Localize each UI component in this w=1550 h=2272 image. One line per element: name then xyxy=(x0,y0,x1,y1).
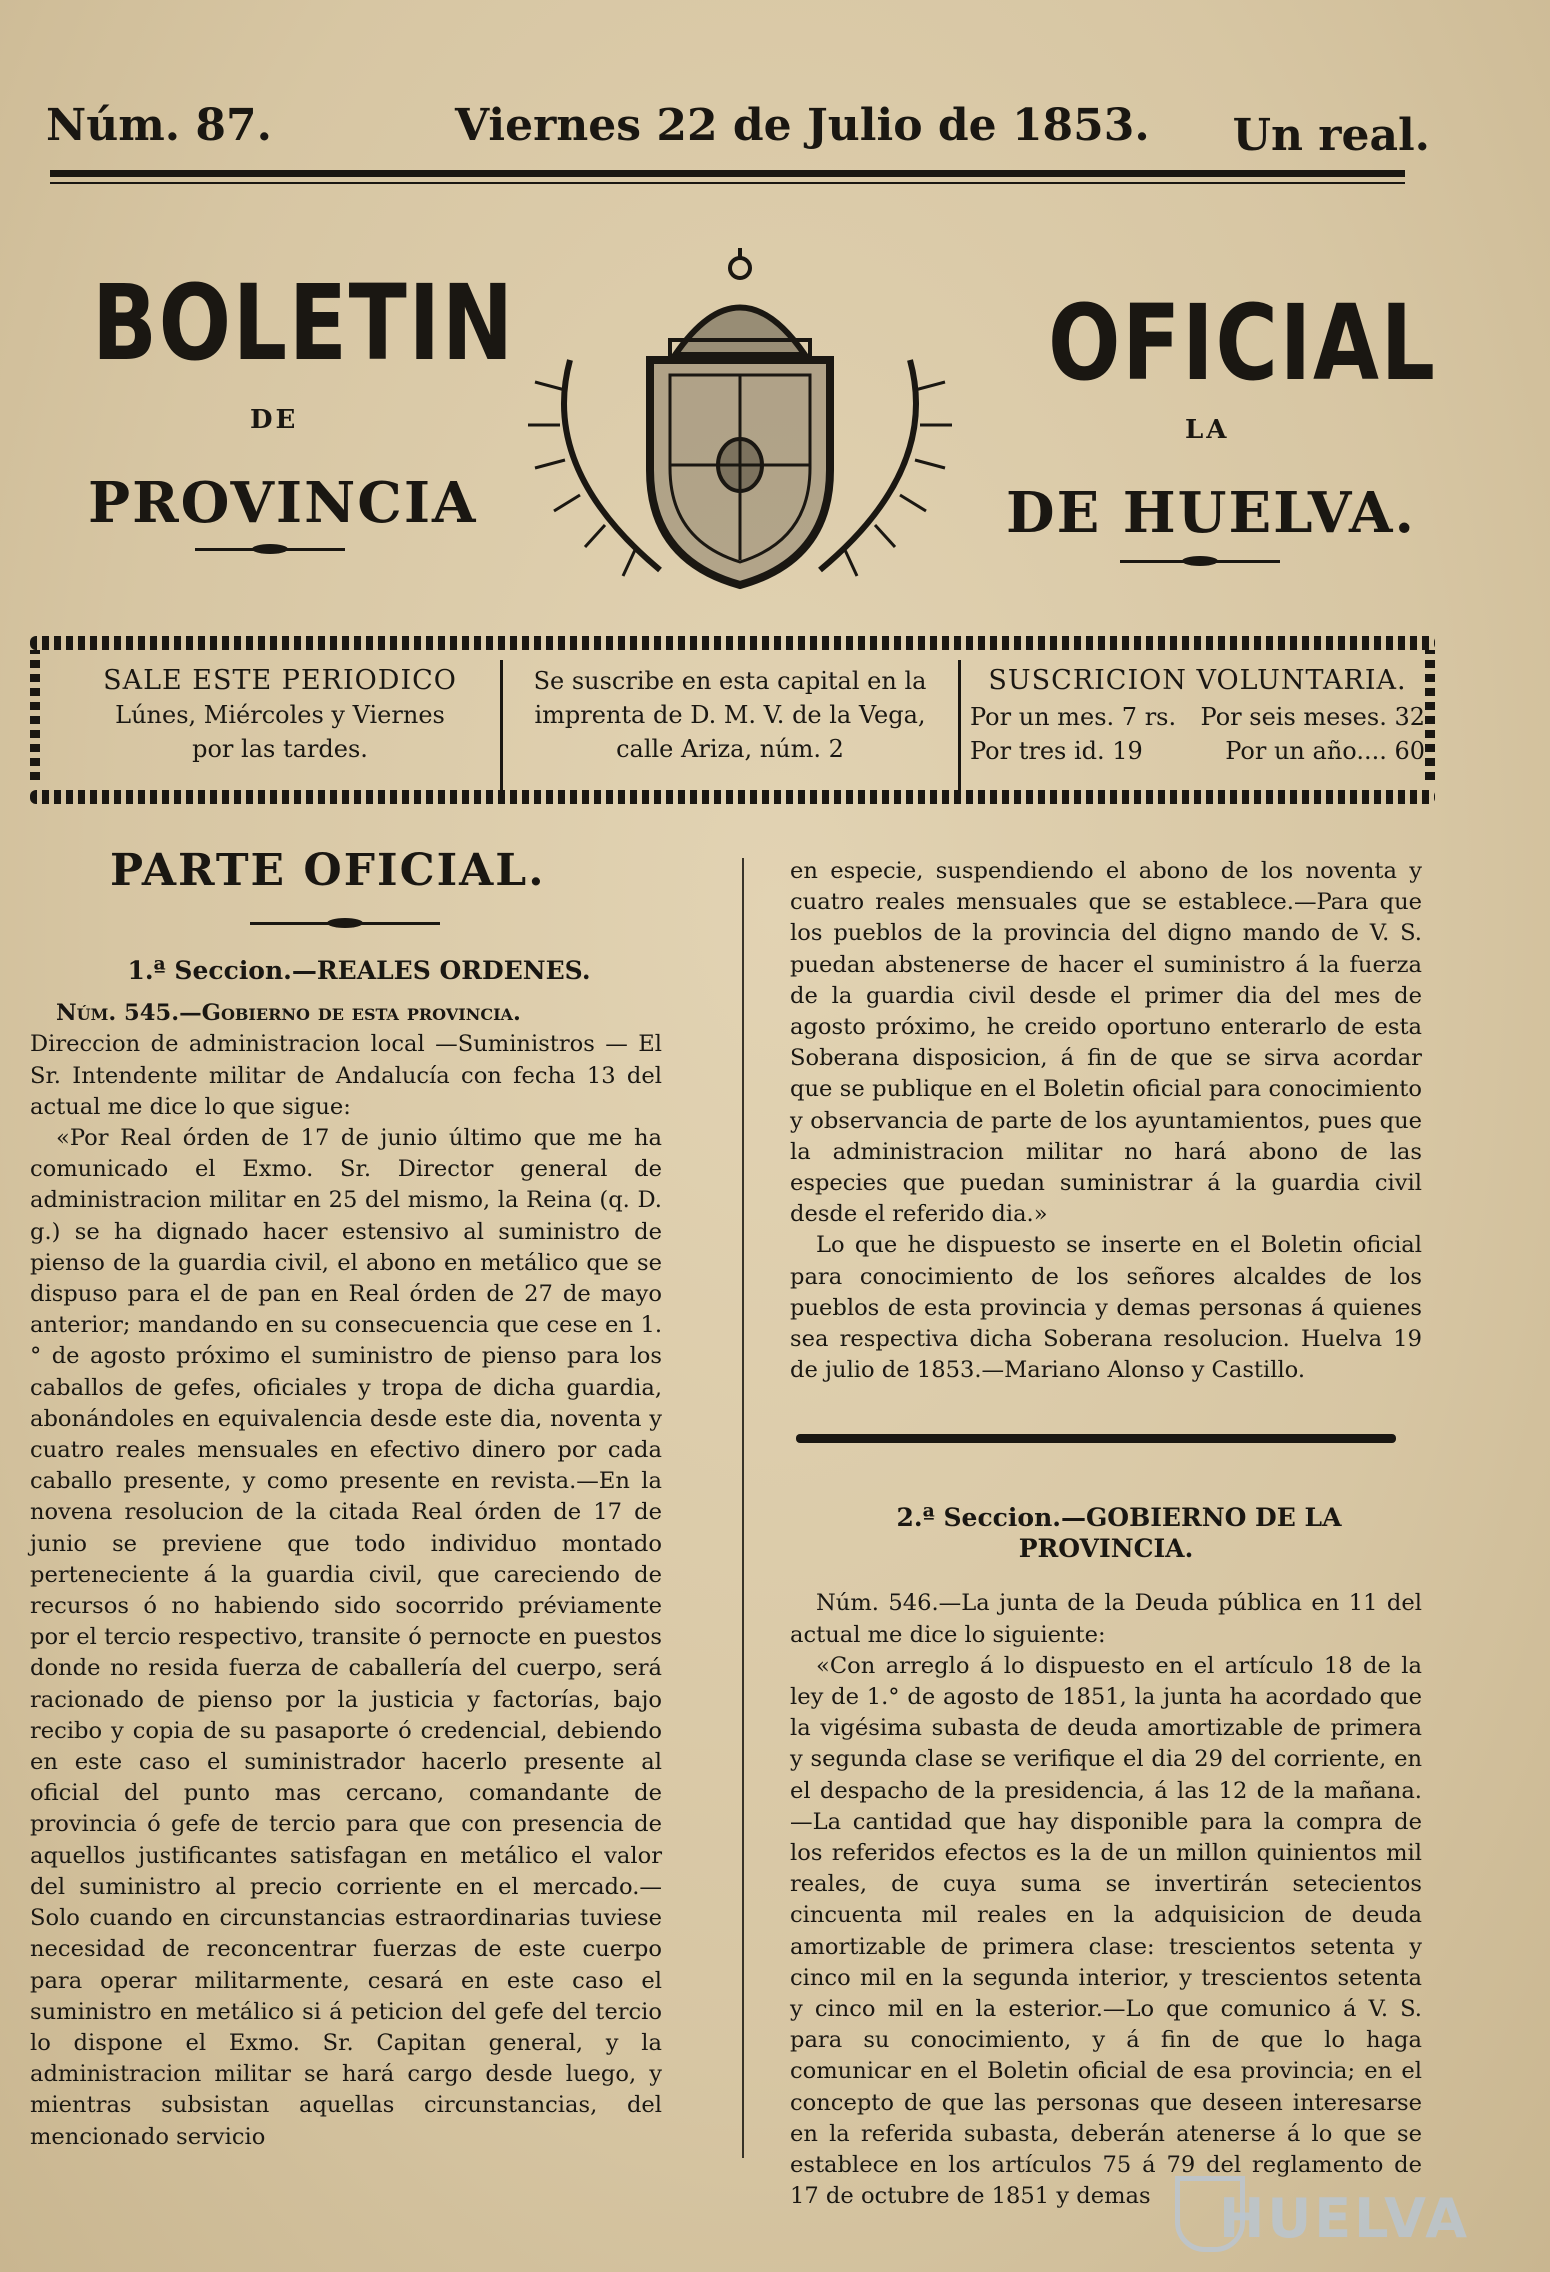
infobox-divider-2 xyxy=(958,660,961,790)
masthead-de-huelva: DE HUELVA. xyxy=(1006,480,1416,546)
masthead-flourish-right xyxy=(1120,560,1280,563)
infobox-border-left xyxy=(30,650,40,780)
infobox-border-top xyxy=(30,636,1435,650)
subscription-line-1: Se suscribe en esta capital en la xyxy=(533,667,927,695)
masthead-de: DE xyxy=(250,405,299,435)
infobox-divider-1 xyxy=(500,660,503,790)
section-gobierno-provincia: 2.ª Seccion.—GOBIERNO DE LA PROVINCIA. xyxy=(896,1503,1342,1564)
publication-schedule xyxy=(70,664,490,786)
issue-header xyxy=(40,92,1440,162)
masthead-boletin: BOLETIN xyxy=(92,262,515,384)
section-heading-parte-oficial: PARTE OFICIAL. xyxy=(110,845,546,896)
schedule-days: Lúnes, Miércoles y Viernes xyxy=(115,701,445,729)
subscription-place xyxy=(515,664,945,786)
library-watermark: HUELVA xyxy=(1219,2187,1470,2250)
article-545-title: Núm. 545.—Gobierno de esta provincia. xyxy=(56,1000,521,1027)
subscription-line-3: calle Ariza, núm. 2 xyxy=(616,735,844,763)
article-545-lead xyxy=(30,998,662,1029)
infobox-border-right xyxy=(1425,650,1435,780)
schedule-title: SALE ESTE PERIODICO xyxy=(103,665,457,696)
left-column xyxy=(30,955,662,2153)
header-rule-thin xyxy=(50,182,1405,184)
fee-three-months: Por tres id. 19 xyxy=(970,737,1143,765)
infobox-border-bottom xyxy=(30,790,1435,804)
fee-one-year: Por un año.... 60 xyxy=(1225,737,1425,765)
fee-six-months: Por seis meses. 32 xyxy=(1200,703,1425,731)
column-divider xyxy=(742,858,744,2158)
section-separator xyxy=(796,1434,1396,1443)
issue-price: Un real. xyxy=(1232,110,1430,161)
fee-one-month: Por un mes. 7 rs. xyxy=(970,703,1177,731)
right-column-section-2 xyxy=(790,1502,1422,2212)
article-546-intro: Núm. 546.—La junta de la Deuda pública en 11 del actual me dice lo siguiente: xyxy=(790,1590,1422,1648)
article-545-intro: Direccion de administracion local —Suministros — El Sr. Intendente militar de Andalucía con fecha 13 del actual me dice lo que sigue: xyxy=(30,1031,662,1120)
subscription-fees xyxy=(970,700,1425,768)
heading-flourish xyxy=(250,922,440,925)
article-545-body: «Por Real órden de 17 de junio último que me ha comunicado el Exmo. Sr. Director general de administracion militar en 25 del mismo, la Reina (q. D. g.) se ha dignado hacer estensivo al suministro de pienso de la guardia civil, el abono en metálico que se dispuso para el de pan en Real órden de 27 de mayo anterior; mandando en su consecuencia que cese en 1.° de agosto próximo el suministro de pienso para los caballos de gefes, oficiales y tropa de dicha guardia, abonándoles en equivalencia desde este dia, noventa y cuatro reales mensuales en efectivo dinero por cada caballo presente, y como presente en revista.—En la novena resolucion de la citada Real órden de 17 de junio se previene que todo individuo montado perteneciente á la guardia civil, que careciendo de recursos ó no habiendo sido socorrido préviamente por el tercio respectivo, transite ó pernocte en puestos donde no resida fuerza de caballería del cuerpo, será racionado de pienso por la justicia y factorías, bajo recibo y copia de su pasaporte ó credencial, debiendo en este caso el suministrador hacerlo presente al oficial del punto mas cercano, comandante de provincia ó gefe de tercio para que con presencia de aquellos justificantes satisfagan en metálico el valor del suministro al precio corriente en el mercado.—Solo cuando en circunstancias estraordinarias tuviese necesidad de reconcentrar fuerzas de este cuerpo para operar militarmente, cesará en este caso el suministro en metálico si á peticion del gefe del tercio lo dispone el Exmo. Sr. Capitan general, y la administracion militar se hará cargo desde luego, y mientras subsistan aquellas circunstancias, del mencionado servicio xyxy=(30,1125,662,2150)
schedule-time: por las tardes. xyxy=(192,735,368,763)
article-545-continuation: en especie, suspendiendo el abono de los noventa y cuatro reales mensuales que se establece.—Para que los pueblos de la provincia del digno mando de V. S. puedan abstenerse de hacer el suministro á la fuerza de la guardia civil desde el primer dia del mes de agosto próximo, he creido oportuno enterarlo de esta Soberana disposicion, á fin de que se sirva acordar que se publique en el Boletin oficial para conocimiento y observancia de parte de los ayuntamientos, pues que la administracion militar no hará abono de las especies que puedan suministrar á la guardia civil desde el referido dia.» xyxy=(790,858,1422,1228)
royal-coat-of-arms-icon xyxy=(510,240,970,610)
article-546-body: «Con arreglo á lo dispuesto en el artículo 18 de la ley de 1.° de agosto de 1851, la junta ha acordado que la vigésima subasta de deuda amortizable de primera y segunda clase se verifique el dia 29 del corriente, en el despacho de la presidencia, á las 12 de la mañana.—La cantidad que hay disponible para la compra de los referidos efectos es la de un millon quinientos mil reales, de cuya suma se invertirán setecientos cincuenta mil reales en la adquisicion de deuda amortizable de primera clase: trescientos setenta y cinco mil en la segunda interior, y trescientos setenta y cinco mil en la esterior.—Lo que comunico á V. S. para su conocimiento, y á fin de que lo haga comunicar en el Boletin oficial de esa provincia; en el concepto de que las personas que deseen interesarse en la referida subasta, deberán atenerse á lo que se establece en los artículos 75 á 79 del reglamento de 17 de octubre de 1851 y demas xyxy=(790,1652,1422,2210)
masthead-provincia: PROVINCIA xyxy=(88,470,478,536)
masthead-la: LA xyxy=(1185,415,1230,445)
subscription-line-2: imprenta de D. M. V. de la Vega, xyxy=(534,701,926,729)
section-reales-ordenes: 1.ª Seccion.—REALES ORDENES. xyxy=(127,956,591,985)
masthead-flourish-left xyxy=(195,548,345,551)
issue-date: Viernes 22 de Julio de 1853. xyxy=(455,100,1150,151)
issue-number: Núm. 87. xyxy=(46,100,272,151)
right-column xyxy=(790,856,1422,1386)
header-rule-thick xyxy=(50,170,1405,177)
subscription-title: SUSCRICION VOLUNTARIA. xyxy=(988,665,1407,696)
article-545-closing: Lo que he dispuesto se inserte en el Boletin oficial para conocimiento de los señores alcaldes de los pueblos de esta provincia y demas personas á quienes sea respectiva dicha Soberana resolucion. Huelva 19 de julio de 1853.—Mariano Alonso y Castillo. xyxy=(790,1232,1422,1384)
masthead-oficial: OFICIAL xyxy=(1048,282,1437,404)
